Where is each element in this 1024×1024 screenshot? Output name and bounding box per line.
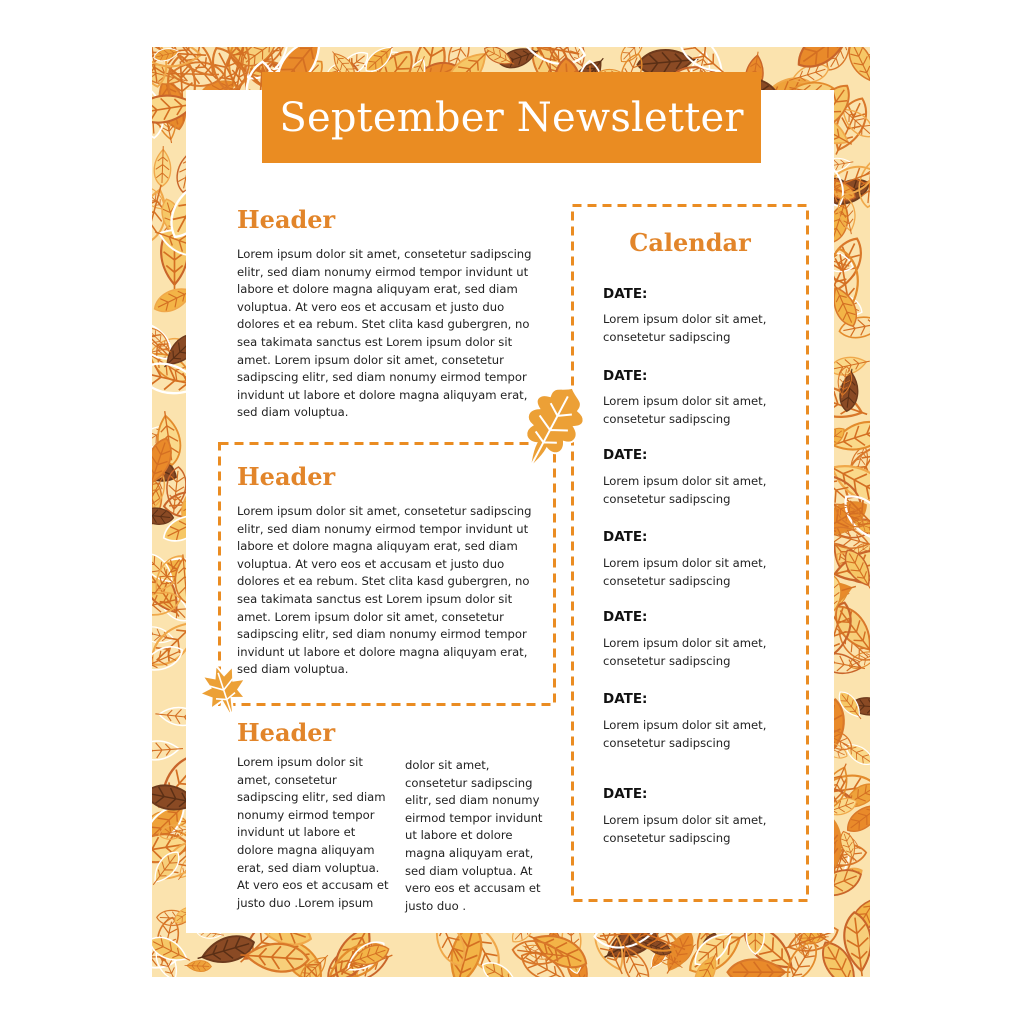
border-leaf-icon <box>154 146 172 187</box>
calendar-date-label: DATE: <box>603 786 648 802</box>
section3-header: Header <box>237 718 336 747</box>
border-leaf-icon <box>478 957 523 977</box>
maple-leaf-icon <box>196 660 252 722</box>
calendar-title: Calendar <box>629 228 751 257</box>
calendar-entry-text: Lorem ipsum dolor sit amet, consetetur sadipscing <box>603 312 767 344</box>
calendar-date-label: DATE: <box>603 368 648 384</box>
section3-column1: Lorem ipsum dolor sit amet, consetetur sadipscing elitr, sed diam nonumy eirmod tempor invidunt ut labore et dolore magna aliquyam erat, sed diam voluptua. At vero eos et accusam et justo duo .Lorem ipsum <box>237 755 389 910</box>
calendar-entry-text: Lorem ipsum dolor sit amet, consetetur sadipscing <box>603 718 767 750</box>
border-leaf-icon <box>839 737 870 769</box>
calendar-entry-text: Lorem ipsum dolor sit amet, consetetur sadipscing <box>603 394 767 426</box>
calendar-date-label: DATE: <box>603 691 648 707</box>
calendar-entry-text: Lorem ipsum dolor sit amet, consetetur sadipscing <box>603 556 767 588</box>
calendar-date-label: DATE: <box>603 447 648 463</box>
border-leaf-icon <box>184 960 211 972</box>
border-leaf-icon <box>152 506 174 526</box>
section3-column2: dolor sit amet, consetetur sadipscing elitr, sed diam nonumy eirmod tempor invidunt ut labore et dolore magna aliquyam erat, sed diam voluptua. At vero eos et accusam et justo duo . <box>405 758 543 913</box>
border-leaf-icon <box>152 739 184 761</box>
section2-body: Lorem ipsum dolor sit amet, consetetur sadipscing elitr, sed diam nonumy eirmod tempor invidunt ut labore et dolore magna aliquyam erat, sed diam voluptua. At vero eos et accusam et justo duo dolores et ea rebum. Stet clita kasd gubergren, no sea takimata sanctus est Lorem ipsum dolor sit amet. Lorem ipsum dolor sit amet, consetetur sadipscing elitr, sed diam nonumy eirmod tempor invidunt ut labore et dolore magna aliquyam erat, sed diam voluptua. <box>237 504 532 677</box>
section1-header: Header <box>237 205 336 234</box>
calendar-entry-text: Lorem ipsum dolor sit amet, consetetur sadipscing <box>603 636 767 668</box>
calendar-entry-text: Lorem ipsum dolor sit amet, consetetur sadipscing <box>603 474 767 506</box>
section1-body: Lorem ipsum dolor sit amet, consetetur sadipscing elitr, sed diam nonumy eirmod tempor invidunt ut labore et dolore magna aliquyam erat, sed diam voluptua. At vero eos et accusam et justo duo dolores et ea rebum. Stet clita kasd gubergren, no sea takimata sanctus est Lorem ipsum dolor sit amet. Lorem ipsum dolor sit amet, consetetur sadipscing elitr, sed diam nonumy eirmod tempor invidunt ut labore et dolore magna aliquyam erat, sed diam voluptua. <box>237 247 532 420</box>
oak-leaf-icon <box>510 378 590 482</box>
calendar-date-label: DATE: <box>603 529 648 545</box>
section2-header: Header <box>237 462 336 491</box>
calendar-date-label: DATE: <box>603 609 648 625</box>
calendar-entry-text: Lorem ipsum dolor sit amet, consetetur sadipscing <box>603 813 767 845</box>
page-title: September Newsletter <box>279 94 744 141</box>
title-banner <box>262 72 761 163</box>
calendar-date-label: DATE: <box>603 286 648 302</box>
